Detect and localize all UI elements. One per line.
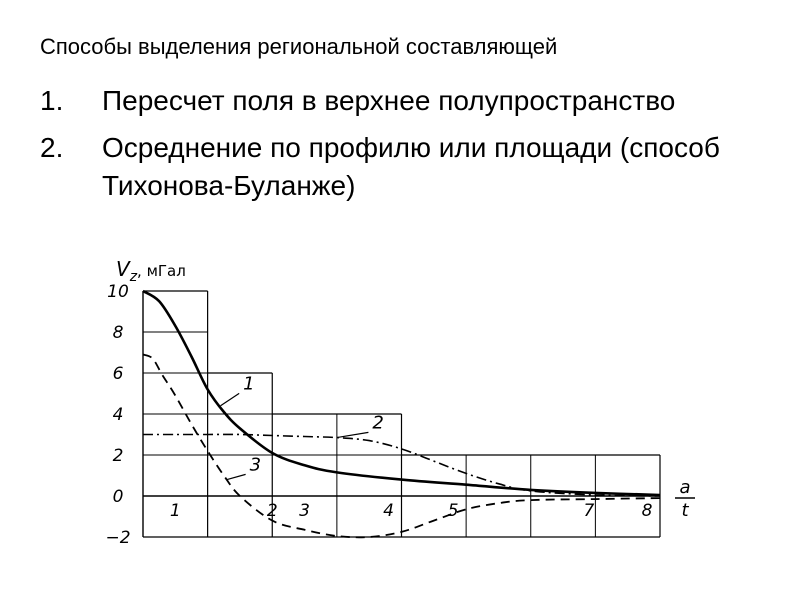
curve-label-leader [337,432,369,437]
y-tick-label: 4 [112,405,124,425]
curve-label-leader [221,393,240,405]
y-tick-label: 2 [112,446,124,466]
y-axis-unit: , мГал [137,262,186,280]
x-tick-label: 7 [583,501,595,521]
x-axis-label-numerator: a [679,477,691,498]
y-axis-symbol: V [116,257,130,281]
curve-label: 3 [249,454,262,476]
x-tick-label: 1 [169,501,181,521]
curve-label: 1 [243,373,255,395]
x-tick-label: 3 [299,501,310,521]
list-text: Пересчет поля в верхнее полупространство [102,85,676,116]
curve-label-leader [227,474,246,479]
curve-label: 2 [372,412,384,434]
x-tick-label: 4 [383,501,394,521]
y-tick-label: 6 [112,364,124,384]
list-number: 2. [40,132,64,163]
chart-labels [105,282,652,548]
x-tick-label: 2 [266,501,278,521]
y-tick-label: 10 [107,282,129,302]
y-tick-label: 8 [112,323,124,343]
x-axis-label-denominator: t [681,500,689,521]
y-axis-label [116,257,186,285]
y-tick-label: 0 [112,487,124,507]
x-tick-label: 8 [641,501,653,521]
x-tick-label: 5 [447,501,459,521]
y-axis-subscript: z [129,269,138,285]
slide-title: Способы выделения региональной составляющей [40,34,558,59]
y-tick-label: −2 [105,528,131,548]
list-number: 1. [40,85,64,116]
list-text: Осреднение по профилю или площади (способ Тихонова-Буланже) [102,132,720,201]
